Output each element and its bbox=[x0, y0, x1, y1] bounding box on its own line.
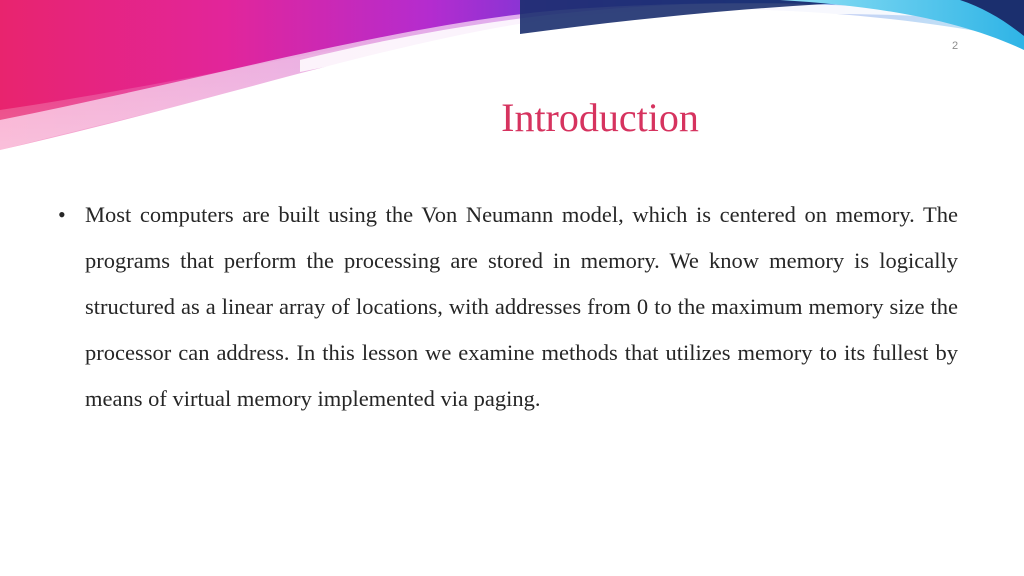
bullet-icon: • bbox=[58, 202, 66, 227]
slide-title: Introduction bbox=[501, 95, 699, 140]
bullet-list bbox=[58, 192, 958, 422]
bullet-text: Most computers are built using the Von Neumann model, which is centered on memory. The programs that perform the processing are stored in memory. We know memory is logically structured as a linear array of locations, with addresses from 0 to the maximum memory size the processor can address. In this lesson we examine methods that utilizes memory to its fullest by means of virtual memory implemented via paging. bbox=[85, 202, 958, 411]
slide-number: 2 bbox=[951, 40, 959, 52]
bullet-item bbox=[58, 192, 958, 422]
